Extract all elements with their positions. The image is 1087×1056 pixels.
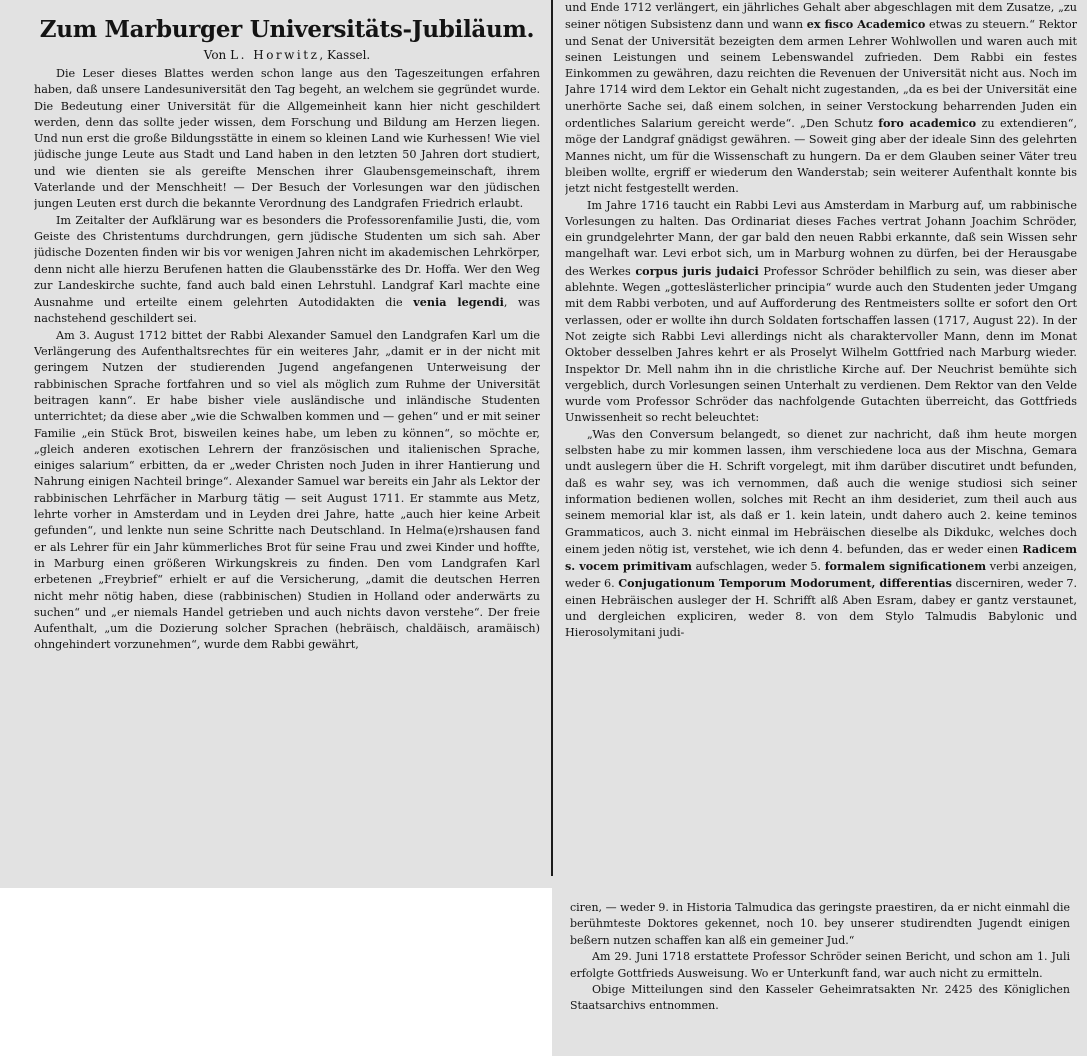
text-run: zu extendieren“, möge der Landgraf gnädigst gewähren. — Soweit ging aber der ideale Sinn des gelehrten Mannes nicht, um für die Wissenschaft zu hungern. Da er dem Glauben seiner Väter treu bleiben wollte, ergriff er wiederum den Wanderstab; sein weiterer Aufenthalt konnte bis jetzt nicht festgestellt werden. [565,117,1077,196]
author-place: , Kassel. [319,48,371,62]
bold-term: foro academico [878,116,977,131]
byline-prefix: Von [203,48,227,62]
column-divider [551,0,553,876]
bold-term: Radicem s. vocem primitivam [565,541,1077,574]
paragraph [34,213,540,328]
text-run: , was nachstehend geschildert sei. [34,296,540,326]
text-run: und Ende 1712 verlängert, ein jährliches Gehalt aber abgeschlagen mit dem Zusatze, „zu seiner nötigen Subsistenz dann und wann [565,1,1077,32]
bold-term: corpus juris judaici [635,263,759,278]
text-run: „Was den Conversum belangedt, so dienet zur nachricht, daß ihm heute morgen selbsten habe zu mir kommen lassen, ihm verschiedene loca aus der Mischna, Gemara undt auslegern über die H. Schrift vorgelegt, mit ihm darüber discutiret undt befunden, daß es wahr sey, was ich vernommen, daß auch die wenige studiosi sich seiner information bedienen wollen, solches mit Recht an ihm desideriet, zum theil auch aus seinem memorial klar ist, als daß er 1. kein latein, undt dahero auch 2. keine teminos Grammaticos, auch 3. nicht einmal im Hebräischen dieselbe als Dikdukc, welches doch einem jeden nötig ist, verstehet, wie ich denn 4. befunden, das er weder einen [565,427,1077,556]
paragraph: Am 3. August 1712 bittet der Rabbi Alexander Samuel den Landgrafen Karl um die Verlängerung des Aufenthaltsrechtes für ein weiteres Jahr, „damit er in der nicht mit geringem Nutzen der studierenden Jugend angefangenen Unterweisung der rabbinischen Sprache fortfahren und so viel als möglich zum Ruhme der Universität beitragen kann“. Er habe bisher viele ausländische und inländische Studenten unterrichtet; da diese aber „wie die Schwalben kommen und — gehen“ und er mit seiner Familie „ein Stück Brot, bisweilen keines habe, um leben zu können“, so möchte er, „gleich anderen exotischen Lehrern der französischen und italienischen Sprache, einiges salarium“ erbitten, da er „weder Christen noch Juden in ihrer Hantierung und Nahrung einigen Nachteil bringe“. Alexander Samuel war bereits ein Jahr als Lektor der rabbinischen Lehrfächer in Marburg tätig — seit August 1711. Er stammte aus Metz, lehrte vorher in Amsterdam und in Leyden drei Jahre, hatte „auch hier keine Arbeit gefunden“, und lenkte nun seine Schritte nach Deutschland. In Helma(e)rshausen fand er als Lehrer für ein Jahr kümmerliches Brot für seine Frau und zwei Kinder und hoffte, in Marburg einen größeren Wirkungskreis zu finden. Den vom Landgrafen Karl erbetenen „Freybrief“ erhielt er auf die Versicherung, „damit die deutschen Herren nicht mehr nötig haben, diese (rabbinischen) Studien in Holland oder anderwärts zu suchen“ und „er niemals Handel getrieben und auch nichts davon verstehe“. Der freie Aufenthalt, „um die Dozierung solcher Sprachen (hebräisch, chaldäisch, aramäisch) ohngehindert vorzunehmen“, wurde dem Rabbi gewährt, [34,328,540,652]
bold-term: Conjugationum Temporum Modorument, differentias [618,576,952,591]
paragraph: ciren, — weder 9. in Historia Talmudica das geringste praestiren, da er nicht einmahl die berühmteste Doktores gekennet, noch 10. bey unserer studirendten Jugendt einigen beßern nutzen schaffen kan alß ein gemeiner Jud.“ [570,901,1070,947]
quote-paragraph [565,427,1077,642]
right-column [565,0,1077,884]
paragraph: Am 29. Juni 1718 erstattete Professor Schröder seinen Bericht, und schon am 1. Juli erfolgte Gottfrieds Ausweisung. Wo er Unterkunft fand, war auch nicht zu ermitteln. [570,950,1070,980]
text-run: Professor Schröder behilflich zu sein, was dieser aber ablehnte. Wegen „gotteslästerlicher principia“ wurde auch den Studenten jeder Umgang mit dem Rabbi verboten, und auf Aufforderung des Rentmeisters sollte er sofort den Ort verlassen, oder er wollte ihn durch Soldaten fortschaffen lassen (1717, August 22). In der Not zeigte sich Rabbi Levi allerdings nicht als charaktervoller Mann, denn im Monat Oktober desselben Jahres kehrt er als Proselyt Wilhelm Gottfried nach Marburg wieder. Inspektor Dr. Mell nahm ihn in die christliche Kirche auf. Der Neuchrist bemühte sich vergeblich, durch Vorlesungen seinen Unterhalt zu verdienen. Dem Rektor van den Velde wurde vom Professor Schröder das nachfolgende Gutachten überreicht, das Gottfrieds Unwissenheit so recht beleuchtet: [565,264,1077,425]
paragraph: Die Leser dieses Blattes werden schon lange aus den Tageszeitungen erfahren haben, daß unsere Landesuniversität den Tag begeht, an welchem sie gegründet wurde. Die Bedeutung einer Universität für die Allgemeinheit kann hier nicht geschildert werden, denn das sollte jeder wissen, dem Forschung und Bildung am Herzen liegen. Und nun erst die große Bildungsstätte in einem so kleinen Land wie Kurhessen! Wie viel jüdische junge Leute aus Stadt und Land haben in den letzten 50 Jahren dort studiert, und wie dienten sie als gereifte Menschen ihrer Glaubensgemeinschaft, ihrem Vaterlande und der Menschheit! — Der Besuch der Vorlesungen war den jüdischen jungen Leuten erst durch die bekannte Verordnung des Landgrafen Friedrich erlaubt. [34,67,540,211]
text-run: discerniren, weder 7. einen Hebräischen ausleger der H. Schrifft alß Aben Esram, dabey er gantz verstaunet, und dergleichen expliciren, weder 8. von dem Stylo Talmudis Babylonic und Hierosolymitani judi- [565,577,1077,640]
article-title: Zum Marburger Universitäts-Jubiläum. [39,16,535,43]
text-run: etwas zu steuern.“ Rektor und Senat der Universität bezeigten dem armen Lehrer Wohlwollen und waren auch mit seinen Leistungen und seinem Lebenswandel zufrieden. Dem Rabbi ein festes Einkommen zu gewähren, dazu reichten die Revenuen der Universität nicht aus. Noch im Jahre 1714 wird dem Lektor ein Gehalt nicht zugestanden, „da es bei der Universität eine unerhörte Sache sei, daß einem solchen, in seiner Verstockung beharrenden Juden ein ordentliches Salarium gereicht werde“. „Den Schutz [565,18,1077,131]
bold-term: venia legendi [413,295,504,310]
continuation-column [570,900,1070,1050]
left-column [34,0,540,884]
paragraph [565,0,1077,198]
bold-term: formalem significationem [824,559,987,574]
article-byline [34,47,540,64]
text-run: Im Jahre 1716 taucht ein Rabbi Levi aus Amsterdam in Marburg auf, um rabbinische Vorlesungen zu halten. Das Ordinariat dieses Faches vertrat Johann Joachim Schröder, ein grundgelehrter Mann, der gar bald den neuen Rabbi erkannte, daß sein Wissen sehr mangelhaft war. Levi erbot sich, um in Marburg wohnen zu dürfen, bei der Herausgabe des Werkes [565,198,1077,278]
paragraph [565,198,1077,427]
bold-term: ex fisco Academico [806,17,926,32]
continuation-clipping [552,888,1087,1056]
text-run: verbi anzeigen, weder 6. [565,560,1077,591]
text-run: Im Zeitalter der Aufklärung war es besonders die Professorenfamilie Justi, die, vom Geiste des Christentums durchdrungen, gern jüdische Studenten um sich sah. Aber jüdische Dozenten finden wir bis vor wenigen Jahren nicht im akademischen Lehrkörper, denn nicht alle hierzu Berufenen hatten die Glaubensstärke des Dr. Hoffa. Wer den Weg zur Landeskirche suchte, fand auch bald einen Lehrstuhl. Landgraf Karl machte eine Ausnahme und erteilte einem gelehrten Autodidakten die [34,213,540,310]
paragraph: Obige Mitteilungen sind den Kasseler Geheimratsakten Nr. 2425 des Königlichen Staatsarchivs entnommen. [570,983,1070,1013]
author-name: L. Horwitz [230,48,320,62]
text-run: aufschlagen, weder 5. [695,560,822,574]
